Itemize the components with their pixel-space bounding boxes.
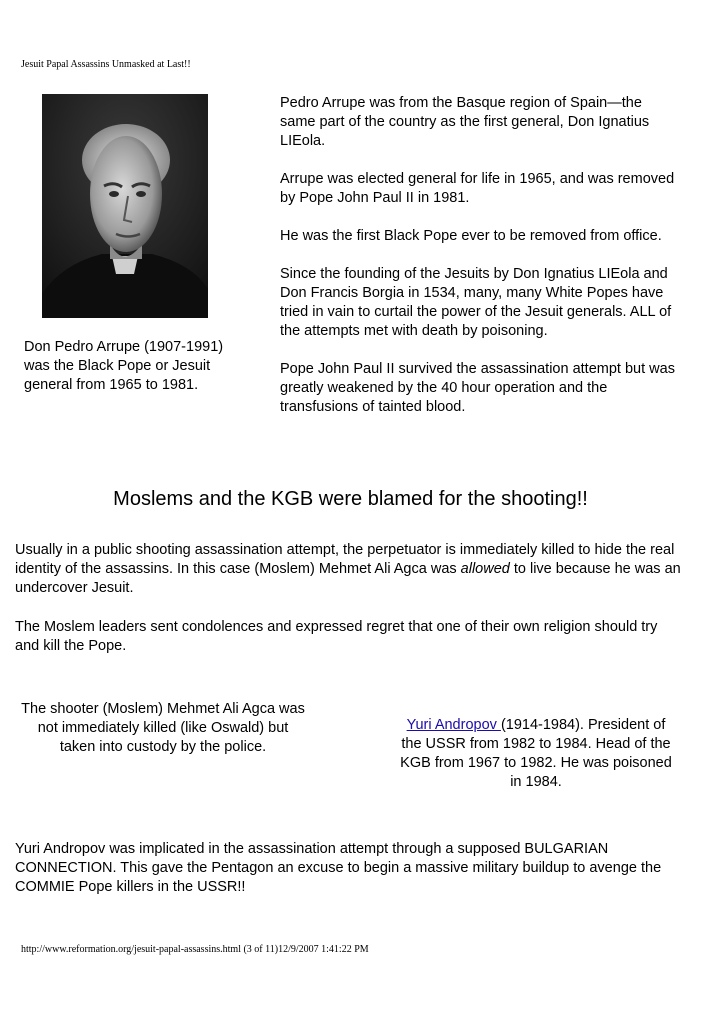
body-paragraph-2: The Moslem leaders sent condolences and expressed regret that one of their own religion should try and kill the Pope.	[15, 619, 658, 654]
body-paragraph-1	[15, 541, 685, 598]
portrait-image	[42, 94, 208, 318]
portrait-photo	[42, 94, 208, 318]
andropov-caption	[398, 716, 674, 792]
shooter-caption: The shooter (Moslem) Mehmet Ali Agca was not immediately killed (like Oswald) but taken into custody by the police.	[21, 701, 305, 755]
paragraph: Since the founding of the Jesuits by Don Ignatius LIEola and Don Francis Borgia in 1534, many, many White Popes have tried in vain to curtail the power of the Jesuit generals. ALL of the attempts met with death by poisoning.	[280, 266, 672, 339]
yuri-andropov-link[interactable]: Yuri Andropov	[406, 717, 501, 733]
page-header-title: Jesuit Papal Assassins Unmasked at Last!!	[21, 59, 191, 70]
text-span: to live because he was an undercover Jesuit.	[15, 561, 681, 596]
emphasis-text: allowed	[460, 561, 510, 577]
andropov-caption-text: (1914-1984). President of the USSR from 1982 to 1984. Head of the KGB from 1967 to 1982. He was poisoned in 1984.	[400, 717, 672, 790]
paragraph: Pope John Paul II survived the assassination attempt but was greatly weakened by the 40 hour operation and the transfusions of tainted blood.	[280, 361, 675, 415]
right-column	[280, 94, 680, 436]
paragraph: He was the first Black Pope ever to be removed from office.	[280, 228, 662, 244]
paragraph: Pedro Arrupe was from the Basque region of Spain—the same part of the country as the first general, Don Ignatius LIEola.	[280, 95, 650, 149]
paragraph: Arrupe was elected general for life in 1965, and was removed by Pope John Paul II in 1981.	[280, 171, 675, 206]
photo-caption: Don Pedro Arrupe (1907-1991) was the Black Pope or Jesuit general from 1965 to 1981.	[24, 339, 224, 393]
text-span: Usually in a public shooting assassination attempt, the perpetuator is immediately killed to hide the real identity of the assassins. In this case (Moslem) Mehmet Ali Agca was	[15, 542, 675, 577]
body-paragraph-3: Yuri Andropov was implicated in the assassination attempt through a supposed BULGARIAN CONNECTION. This gave the Pentagon an excuse to begin a massive military buildup to avenge the COMMIE Pope killers in the USSR!!	[15, 841, 662, 895]
section-headline: Moslems and the KGB were blamed for the shooting!!	[113, 488, 588, 510]
page-footer-url: http://www.reformation.org/jesuit-papal-assassins.html (3 of 11)12/9/2007 1:41:22 PM	[21, 944, 369, 955]
